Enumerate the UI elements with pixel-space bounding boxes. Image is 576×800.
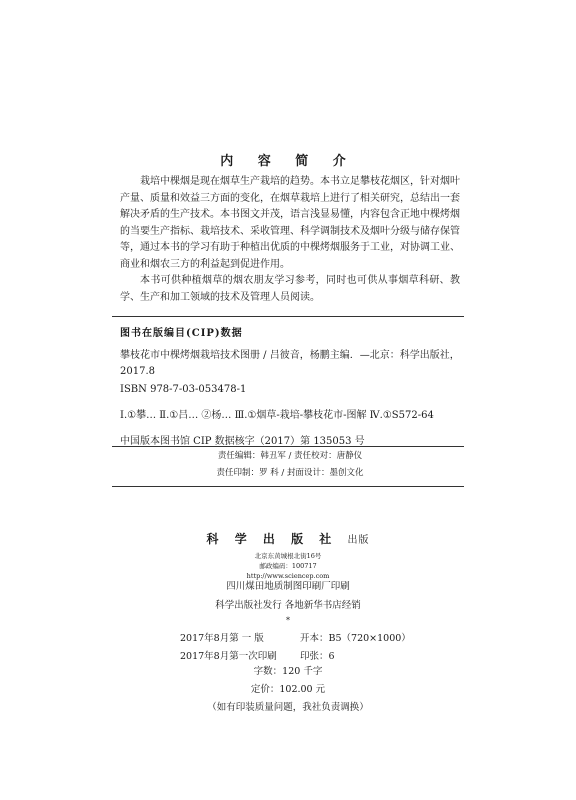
word-count: 字数：120 千字 — [253, 666, 323, 677]
intro-paragraph: 栽培中棵烟是现在烟草生产栽培的趋势。本书立足攀枝花烟区，针对烟叶产量、质量和效益三方面的变化，在烟草栽培上进行了相关研究，总结出一套解决矛盾的生产技术。本书图文并茂，语言浅显易懂，内容包含正地中棵烤烟的当要生产指标、栽培技术、采收管理、科学调制技术及烟叶分级与储存保管等，通过本书的学习有助于种植出优质的中棵烤烟服务于工业，对协调工业、商业和烟农三方的利益起到促进作用。 — [120, 176, 460, 270]
publisher-address: 北京东黄城根北街16号 — [254, 552, 322, 560]
divider — [112, 446, 464, 447]
cip-entry-classification: Ⅰ.①攀… Ⅱ.①吕… ②杨… Ⅲ.①烟草-栽培-攀枝花市-图解 Ⅳ.①S572-64 — [120, 410, 434, 421]
cip-block — [120, 348, 460, 450]
editors-line-1: 责任编辑：韩丑军 / 责任校对：唐静仪 — [217, 451, 363, 461]
intro-title: 内 容 简 介 — [220, 154, 356, 169]
format: 开本：B5（720×1000） — [300, 633, 411, 644]
publisher-logo-text: 科 学 出 版 社 — [206, 532, 338, 546]
price: 定价：102.00 元 — [250, 684, 326, 695]
edition: 2017年8月第 一 版 — [180, 633, 264, 644]
publisher-name — [0, 530, 576, 547]
cip-heading: 图书在版编目(CIP)数据 — [120, 328, 243, 339]
printing: 2017年8月第一次印刷 — [180, 651, 277, 662]
publisher-suffix: 出版 — [347, 535, 370, 546]
printer: 四川煤田地质制图印刷厂印刷 — [226, 581, 350, 592]
divider — [112, 486, 464, 487]
publisher-postcode: 邮政编码：100717 — [259, 562, 317, 570]
distributor: 科学出版社发行 各地新华书店经销 — [215, 600, 361, 611]
cip-entry-isbn: ISBN 978-7-03-053478-1 — [120, 384, 247, 395]
publisher-website: http://www.sciencep.com — [246, 572, 330, 580]
cip-entry-title: 攀枝花市中棵烤烟栽培技术图册 / 吕彼音，杨鹏主编．—北京：科学出版社，2017.8 — [120, 350, 460, 377]
separator-star: * — [286, 616, 290, 625]
editors-line-2: 责任印制：罗 科 / 封面设计：墨创文化 — [216, 468, 364, 478]
intro-text — [120, 174, 460, 306]
divider — [112, 316, 464, 317]
quality-notice: （如有印装质量问题，我社负责调换） — [207, 702, 369, 713]
intro-paragraph: 本书可供种植烟草的烟农朋友学习参考，同时也可供从事烟草科研、教学、生产和加工领域的技术及管理人员阅读。 — [120, 275, 460, 303]
sheets: 印张：6 — [300, 651, 335, 662]
cip-entry-cataloging: 中国版本图书馆 CIP 数据核字（2017）第 135053 号 — [120, 436, 365, 447]
